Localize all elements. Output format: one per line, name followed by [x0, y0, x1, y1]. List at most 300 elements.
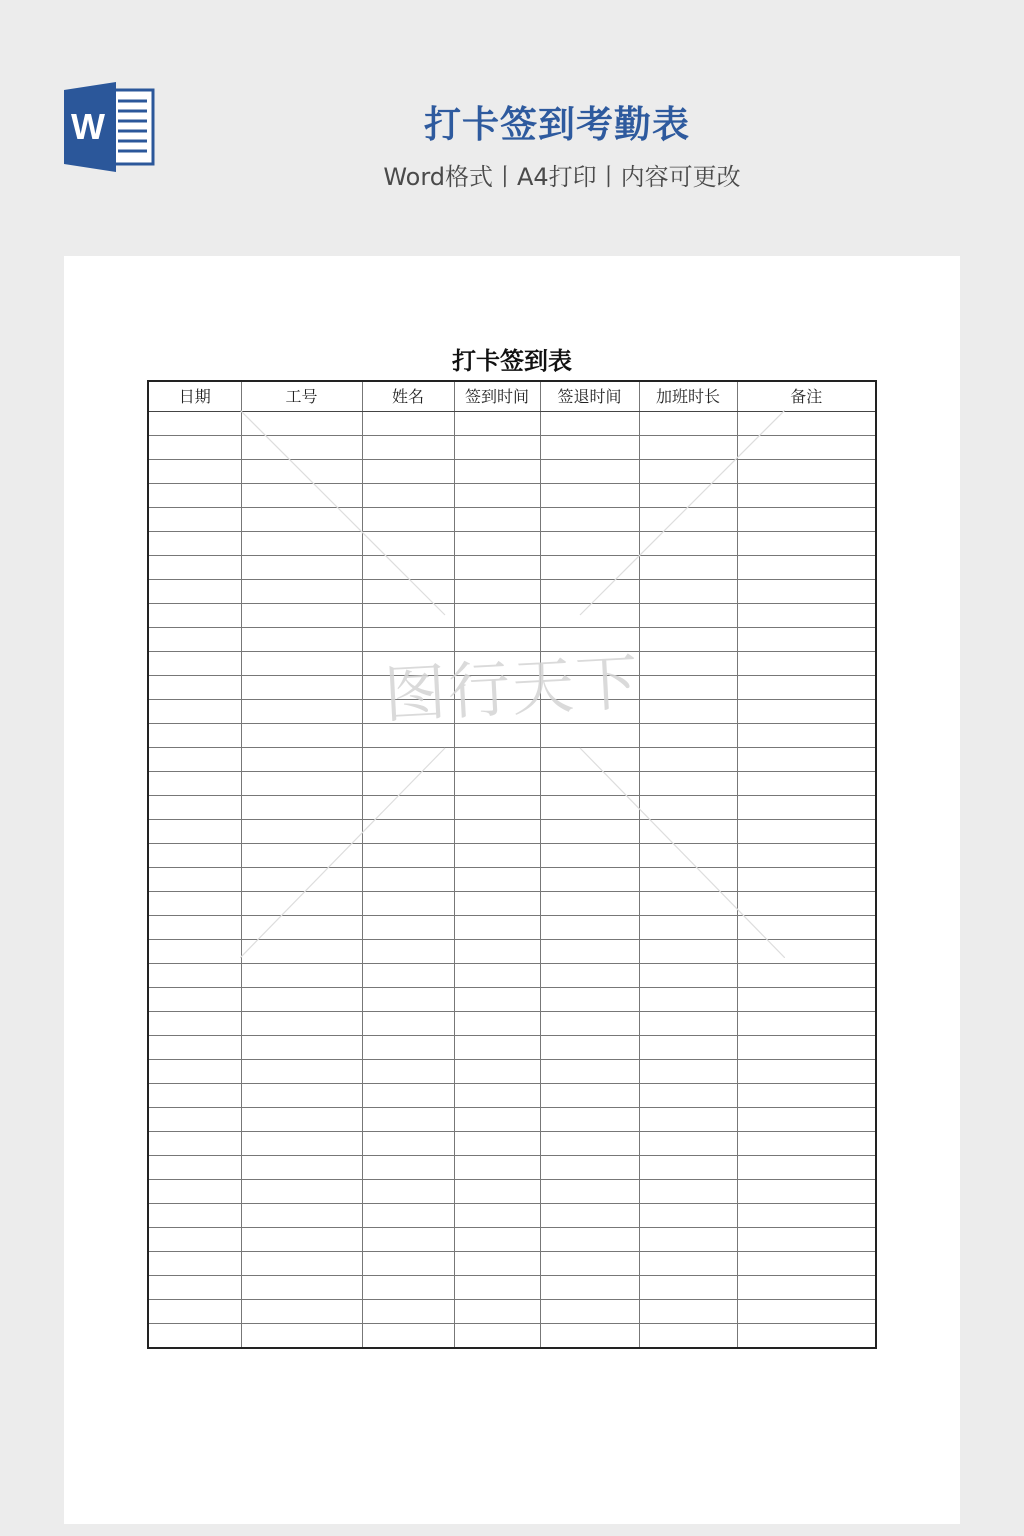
table-cell — [148, 1324, 241, 1349]
table-cell — [241, 436, 362, 460]
table-cell — [362, 436, 454, 460]
table-cell — [737, 1012, 876, 1036]
column-header-date: 日期 — [148, 381, 241, 412]
table-row — [148, 1300, 876, 1324]
table-cell — [737, 820, 876, 844]
table-cell — [454, 676, 540, 700]
table-cell — [241, 484, 362, 508]
table-cell — [540, 436, 639, 460]
table-cell — [540, 916, 639, 940]
table-cell — [639, 724, 737, 748]
table-cell — [540, 652, 639, 676]
table-cell — [540, 1084, 639, 1108]
table-cell — [540, 1108, 639, 1132]
table-cell — [241, 1036, 362, 1060]
table-cell — [737, 844, 876, 868]
table-cell — [148, 940, 241, 964]
table-cell — [241, 532, 362, 556]
table-cell — [540, 748, 639, 772]
table-cell — [540, 1204, 639, 1228]
table-cell — [241, 508, 362, 532]
table-cell — [454, 556, 540, 580]
table-cell — [540, 1012, 639, 1036]
table-row — [148, 628, 876, 652]
table-cell — [540, 868, 639, 892]
table-cell — [454, 724, 540, 748]
table-cell — [241, 940, 362, 964]
table-row — [148, 868, 876, 892]
table-row — [148, 892, 876, 916]
table-row — [148, 1132, 876, 1156]
table-cell — [737, 1252, 876, 1276]
table-cell — [454, 1084, 540, 1108]
table-cell — [454, 868, 540, 892]
table-cell — [148, 508, 241, 532]
table-cell — [362, 580, 454, 604]
table-cell — [454, 772, 540, 796]
table-cell — [241, 1300, 362, 1324]
table-cell — [639, 1228, 737, 1252]
table-cell — [540, 844, 639, 868]
table-row — [148, 460, 876, 484]
table-cell — [241, 604, 362, 628]
table-cell — [639, 1276, 737, 1300]
table-cell — [148, 1228, 241, 1252]
table-cell — [737, 988, 876, 1012]
table-cell — [540, 772, 639, 796]
table-row — [148, 604, 876, 628]
document-title: 打卡签到表 — [452, 347, 572, 375]
table-cell — [454, 1252, 540, 1276]
table-cell — [241, 1204, 362, 1228]
table-cell — [737, 652, 876, 676]
table-cell — [362, 1324, 454, 1349]
table-cell — [540, 412, 639, 436]
table-cell — [362, 916, 454, 940]
table-cell — [639, 1300, 737, 1324]
table-row — [148, 796, 876, 820]
column-header-name: 姓名 — [362, 381, 454, 412]
table-cell — [362, 844, 454, 868]
table-cell — [737, 460, 876, 484]
table-cell — [454, 460, 540, 484]
table-cell — [454, 532, 540, 556]
table-cell — [454, 412, 540, 436]
table-cell — [540, 700, 639, 724]
table-cell — [148, 676, 241, 700]
table-cell — [362, 508, 454, 532]
table-cell — [362, 940, 454, 964]
table-cell — [362, 1252, 454, 1276]
table-row — [148, 1324, 876, 1349]
column-header-employee-id: 工号 — [241, 381, 362, 412]
table-cell — [362, 652, 454, 676]
table-cell — [540, 1300, 639, 1324]
table-cell — [362, 868, 454, 892]
table-cell — [454, 844, 540, 868]
table-cell — [362, 748, 454, 772]
table-cell — [148, 964, 241, 988]
table-cell — [540, 1228, 639, 1252]
table-row — [148, 940, 876, 964]
table-cell — [454, 916, 540, 940]
table-cell — [454, 1132, 540, 1156]
table-cell — [737, 772, 876, 796]
table-cell — [639, 484, 737, 508]
table-cell — [148, 868, 241, 892]
table-cell — [241, 1156, 362, 1180]
table-cell — [362, 1204, 454, 1228]
table-cell — [737, 1156, 876, 1180]
table-row — [148, 532, 876, 556]
table-cell — [148, 1300, 241, 1324]
table-cell — [362, 484, 454, 508]
table-cell — [241, 1132, 362, 1156]
table-cell — [639, 700, 737, 724]
table-cell — [148, 748, 241, 772]
table-cell — [241, 1252, 362, 1276]
table-cell — [241, 868, 362, 892]
table-cell — [362, 964, 454, 988]
table-cell — [540, 580, 639, 604]
table-cell — [148, 556, 241, 580]
table-cell — [737, 964, 876, 988]
table-cell — [241, 892, 362, 916]
table-row — [148, 1084, 876, 1108]
column-header-remarks: 备注 — [737, 381, 876, 412]
table-cell — [737, 1060, 876, 1084]
table-row — [148, 436, 876, 460]
table-cell — [148, 628, 241, 652]
table-cell — [148, 892, 241, 916]
table-cell — [148, 460, 241, 484]
table-cell — [241, 820, 362, 844]
table-cell — [639, 628, 737, 652]
table-cell — [454, 1060, 540, 1084]
table-cell — [148, 604, 241, 628]
table-cell — [454, 508, 540, 532]
table-cell — [639, 1132, 737, 1156]
table-row — [148, 1204, 876, 1228]
table-cell — [454, 820, 540, 844]
table-cell — [454, 1324, 540, 1349]
table-cell — [639, 532, 737, 556]
table-cell — [737, 1300, 876, 1324]
table-cell — [148, 1012, 241, 1036]
table-cell — [454, 604, 540, 628]
table-cell — [737, 628, 876, 652]
table-cell — [362, 1036, 454, 1060]
table-row — [148, 1252, 876, 1276]
table-cell — [639, 508, 737, 532]
attendance-table — [147, 380, 877, 1349]
table-cell — [362, 628, 454, 652]
table-cell — [737, 1228, 876, 1252]
table-row — [148, 1060, 876, 1084]
table-cell — [454, 1276, 540, 1300]
table-cell — [148, 580, 241, 604]
table-cell — [540, 628, 639, 652]
table-cell — [540, 724, 639, 748]
table-row — [148, 1156, 876, 1180]
table-cell — [148, 1036, 241, 1060]
table-cell — [540, 940, 639, 964]
column-header-check-in-time: 签到时间 — [454, 381, 540, 412]
table-cell — [241, 772, 362, 796]
table-cell — [639, 844, 737, 868]
table-cell — [540, 1060, 639, 1084]
table-cell — [148, 1252, 241, 1276]
table-cell — [639, 892, 737, 916]
table-cell — [241, 1276, 362, 1300]
table-cell — [540, 820, 639, 844]
table-cell — [639, 772, 737, 796]
table-cell — [148, 484, 241, 508]
table-cell — [639, 916, 737, 940]
table-cell — [362, 796, 454, 820]
table-row — [148, 700, 876, 724]
table-cell — [639, 436, 737, 460]
table-row — [148, 820, 876, 844]
table-cell — [639, 868, 737, 892]
table-cell — [362, 988, 454, 1012]
table-cell — [540, 1276, 639, 1300]
table-cell — [241, 628, 362, 652]
table-cell — [454, 964, 540, 988]
table-cell — [737, 580, 876, 604]
table-row — [148, 1108, 876, 1132]
table-cell — [241, 460, 362, 484]
table-cell — [540, 532, 639, 556]
table-cell — [362, 532, 454, 556]
table-cell — [148, 1060, 241, 1084]
table-cell — [639, 1204, 737, 1228]
table-cell — [148, 1108, 241, 1132]
table-cell — [639, 1180, 737, 1204]
table-cell — [737, 532, 876, 556]
table-cell — [540, 1180, 639, 1204]
table-cell — [148, 724, 241, 748]
table-row — [148, 748, 876, 772]
table-cell — [148, 700, 241, 724]
table-cell — [148, 988, 241, 1012]
table-cell — [639, 964, 737, 988]
table-cell — [362, 1180, 454, 1204]
table-row — [148, 844, 876, 868]
table-cell — [148, 1204, 241, 1228]
table-row — [148, 772, 876, 796]
table-cell — [540, 1132, 639, 1156]
table-header-row — [148, 381, 876, 412]
table-cell — [148, 772, 241, 796]
table-cell — [241, 1108, 362, 1132]
table-cell — [362, 1108, 454, 1132]
table-cell — [639, 1324, 737, 1349]
table-cell — [241, 844, 362, 868]
page-subtitle: Word格式丨A4打印丨内容可更改 — [383, 163, 741, 191]
table-cell — [540, 1036, 639, 1060]
table-cell — [737, 436, 876, 460]
table-cell — [639, 1084, 737, 1108]
column-header-check-out-time: 签退时间 — [540, 381, 639, 412]
table-cell — [454, 796, 540, 820]
table-cell — [737, 868, 876, 892]
table-cell — [737, 1180, 876, 1204]
table-cell — [540, 1252, 639, 1276]
table-cell — [454, 940, 540, 964]
table-row — [148, 1180, 876, 1204]
table-cell — [362, 676, 454, 700]
table-cell — [639, 460, 737, 484]
table-cell — [540, 460, 639, 484]
table-cell — [737, 748, 876, 772]
table-cell — [639, 652, 737, 676]
table-row — [148, 580, 876, 604]
table-cell — [241, 556, 362, 580]
table-cell — [454, 1204, 540, 1228]
column-header-overtime: 加班时长 — [639, 381, 737, 412]
table-cell — [362, 1228, 454, 1252]
table-cell — [362, 1156, 454, 1180]
table-cell — [639, 820, 737, 844]
table-cell — [241, 700, 362, 724]
table-cell — [540, 1324, 639, 1349]
table-cell — [148, 844, 241, 868]
table-cell — [737, 1108, 876, 1132]
table-cell — [639, 556, 737, 580]
table-cell — [241, 916, 362, 940]
page-title: 打卡签到考勤表 — [424, 103, 690, 146]
table-cell — [737, 604, 876, 628]
table-cell — [737, 1132, 876, 1156]
table-cell — [540, 988, 639, 1012]
table-row — [148, 508, 876, 532]
table-cell — [454, 1300, 540, 1324]
table-row — [148, 1276, 876, 1300]
table-cell — [639, 1252, 737, 1276]
table-cell — [241, 988, 362, 1012]
table-cell — [362, 556, 454, 580]
table-cell — [737, 484, 876, 508]
table-cell — [362, 1132, 454, 1156]
table-cell — [362, 892, 454, 916]
table-cell — [737, 940, 876, 964]
table-cell — [540, 964, 639, 988]
table-cell — [362, 1012, 454, 1036]
table-cell — [362, 1300, 454, 1324]
table-cell — [540, 1156, 639, 1180]
table-cell — [737, 412, 876, 436]
table-cell — [454, 580, 540, 604]
table-cell — [639, 1036, 737, 1060]
table-cell — [148, 412, 241, 436]
table-row — [148, 988, 876, 1012]
table-cell — [737, 1276, 876, 1300]
table-cell — [241, 724, 362, 748]
table-cell — [454, 1012, 540, 1036]
table-cell — [241, 580, 362, 604]
table-cell — [639, 412, 737, 436]
table-cell — [454, 748, 540, 772]
table-cell — [454, 628, 540, 652]
table-cell — [362, 700, 454, 724]
table-cell — [241, 748, 362, 772]
table-cell — [540, 676, 639, 700]
table-cell — [639, 1108, 737, 1132]
table-cell — [454, 892, 540, 916]
table-cell — [737, 892, 876, 916]
watermark-text: 图行天下 — [382, 645, 642, 732]
table-cell — [362, 820, 454, 844]
table-cell — [241, 652, 362, 676]
table-cell — [362, 772, 454, 796]
table-cell — [148, 1180, 241, 1204]
table-cell — [737, 556, 876, 580]
table-cell — [454, 1180, 540, 1204]
table-body — [148, 412, 876, 1349]
table-cell — [540, 892, 639, 916]
table-cell — [241, 796, 362, 820]
table-cell — [241, 1228, 362, 1252]
table-cell — [362, 460, 454, 484]
table-row — [148, 916, 876, 940]
table-cell — [540, 796, 639, 820]
table-cell — [241, 1060, 362, 1084]
table-cell — [148, 532, 241, 556]
table-cell — [737, 508, 876, 532]
table-cell — [241, 1084, 362, 1108]
table-cell — [362, 604, 454, 628]
table-row — [148, 1012, 876, 1036]
table-cell — [639, 940, 737, 964]
table-cell — [639, 1012, 737, 1036]
table-cell — [454, 988, 540, 1012]
table-cell — [639, 1156, 737, 1180]
table-cell — [148, 1132, 241, 1156]
table-cell — [737, 676, 876, 700]
table-cell — [639, 676, 737, 700]
table-cell — [241, 1180, 362, 1204]
table-cell — [639, 604, 737, 628]
table-cell — [639, 988, 737, 1012]
table-cell — [639, 748, 737, 772]
table-row — [148, 1228, 876, 1252]
table-row — [148, 724, 876, 748]
table-cell — [148, 916, 241, 940]
table-cell — [737, 916, 876, 940]
table-row — [148, 412, 876, 436]
table-cell — [148, 1084, 241, 1108]
table-cell — [362, 412, 454, 436]
table-cell — [454, 700, 540, 724]
table-cell — [241, 1324, 362, 1349]
table-cell — [148, 652, 241, 676]
table-row — [148, 652, 876, 676]
table-header — [148, 381, 876, 412]
table-cell — [241, 412, 362, 436]
table-cell — [639, 1060, 737, 1084]
table-cell — [737, 1204, 876, 1228]
table-cell — [148, 1156, 241, 1180]
table-cell — [241, 1012, 362, 1036]
table-cell — [737, 1036, 876, 1060]
table-cell — [454, 1156, 540, 1180]
table-cell — [540, 604, 639, 628]
table-cell — [737, 796, 876, 820]
table-row — [148, 676, 876, 700]
table-cell — [639, 796, 737, 820]
table-cell — [454, 1036, 540, 1060]
